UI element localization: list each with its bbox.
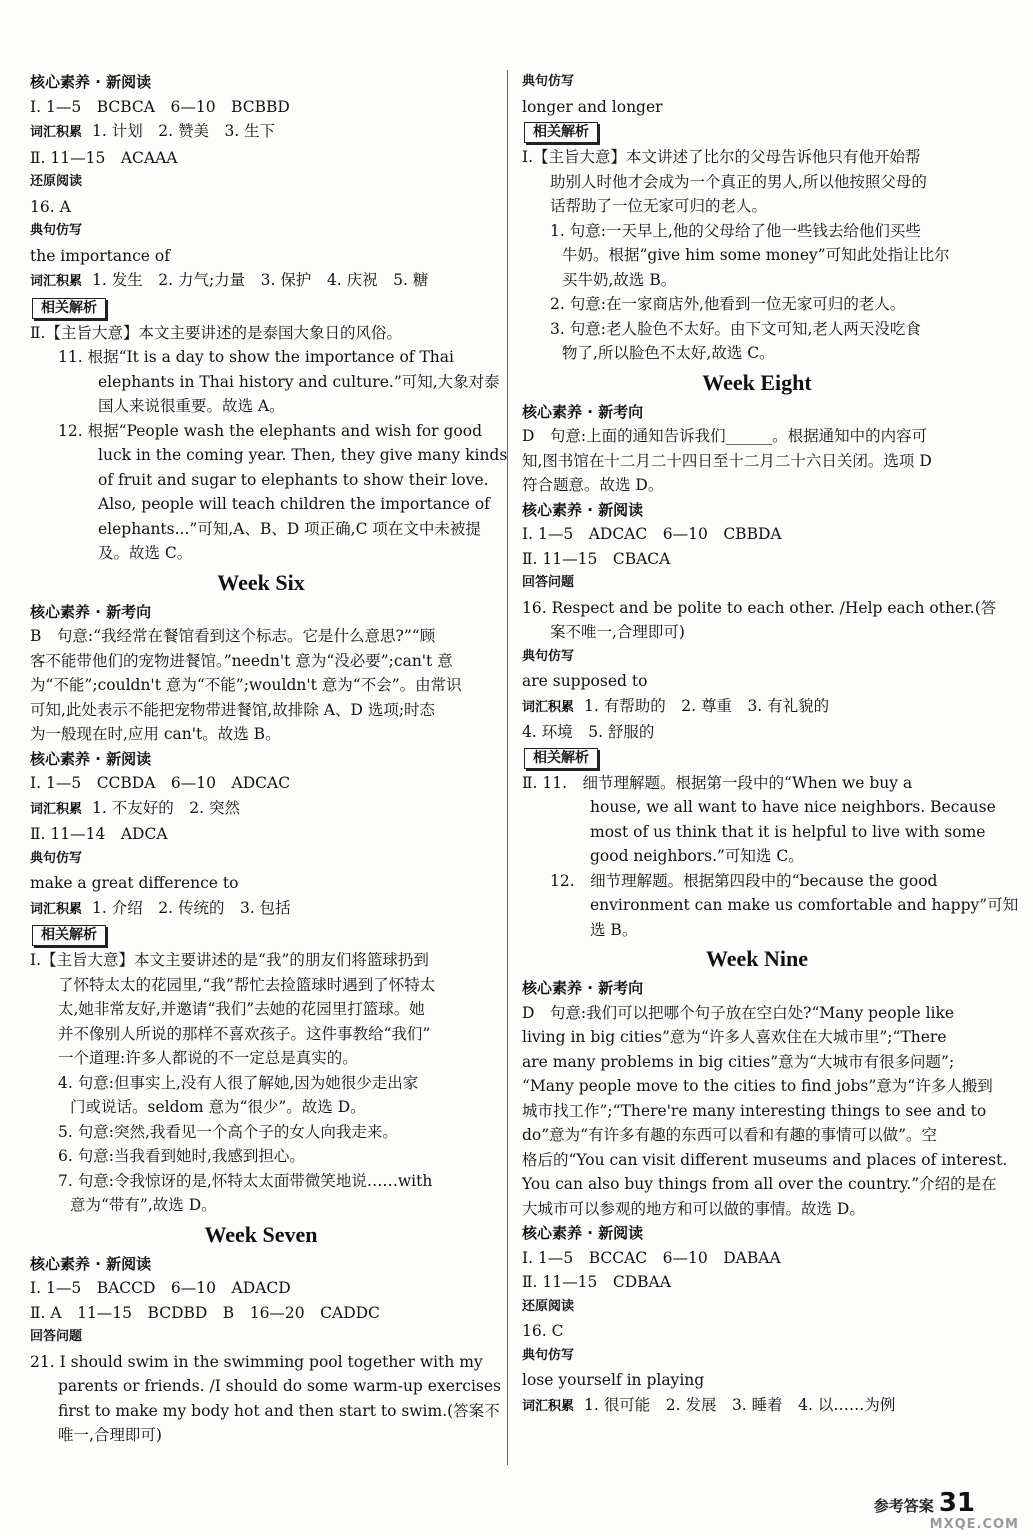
text-line: good neighbors.”可知选 C。: [590, 847, 804, 865]
section-heading: 核心素养 · 新阅读: [522, 500, 644, 519]
vocab-text: 1. 发生 2. 力气;力量 3. 保护 4. 庆祝 5. 糖: [92, 271, 429, 289]
vocab-text: 1. 介绍 2. 传统的 3. 包括: [92, 898, 291, 917]
watermark: MXQE.COM: [929, 1517, 1019, 1532]
week-heading: Week Eight: [702, 369, 812, 395]
text-line: Ⅰ.【主旨大意】本文讲述了比尔的父母告诉他只有他开始帮: [522, 148, 921, 166]
text-line: longer and longer: [522, 97, 663, 116]
text-line: do”意为“有许多有趣的东西可以看和有趣的事情可以做”。空: [522, 1126, 938, 1144]
text-line: 4. 句意:但事实上,没有人很了解她,因为她很少走出家: [58, 1073, 419, 1092]
left-column: [30, 70, 508, 1448]
text-line: elephants in Thai history and culture.”可知,大象对泰: [98, 372, 500, 391]
section-heading: 核心素养 · 新阅读: [30, 73, 152, 91]
text-line: Ⅱ.【主旨大意】本文主要讲述的是泰国大象日的风俗。: [30, 323, 402, 342]
sub-label: 典句仿写: [30, 223, 83, 238]
vocab-label: 词汇积累: [522, 699, 575, 715]
vocab-text: 1. 很可能 2. 发展 3. 睡着 4. 以……为例: [584, 1395, 896, 1414]
text-line: 唯一,合理即可): [58, 1426, 162, 1444]
text-line: B 句意:“我经常在餐馆看到这个标志。它是什么意思?”“顾: [30, 627, 436, 645]
text-line: 符合题意。故选 D。: [522, 476, 664, 494]
text-line: D 句意:上面的通知告诉我们______。根据通知中的内容可: [522, 427, 928, 445]
text-line: 买牛奶,故选 B。: [562, 270, 677, 289]
text-line: Ⅰ. 1—5 BCBCA 6—10 BCBBD: [30, 97, 290, 116]
text-line: 门或说话。seldom 意为“很少”。故选 D。: [70, 1098, 366, 1116]
text-line: 5. 句意:突然,我看见一个高个子的女人向我走来。: [58, 1122, 398, 1141]
text-line: 4. 环境 5. 舒服的: [522, 723, 655, 741]
section-label-box: 相关解析: [524, 748, 598, 769]
page-number-label: 参考答案: [873, 1497, 934, 1515]
text-line: 物了,所以脸色不太好,故选 C。: [562, 344, 775, 362]
text-line: You can also buy things from all over the country.”介绍的是在: [522, 1175, 997, 1193]
sub-label: 还原阅读: [522, 1298, 575, 1314]
text-line: 可知,此处表示不能把宠物带进餐馆,故排除 A、D 选项;时态: [30, 700, 436, 719]
vocab-line: [30, 268, 492, 295]
text-line: house, we all want to have nice neighbors. Because: [590, 798, 996, 816]
text-line: luck in the coming year. Then, they give many kinds: [98, 446, 508, 464]
text-line: D 句意:我们可以把哪个句子放在空白处?“Many people like: [522, 1003, 955, 1022]
text-line: Ⅰ. 1—5 BCCAC 6—10 DABAA: [522, 1248, 781, 1267]
text-line: the importance of: [30, 246, 170, 265]
text-line: 知,图书馆在十二月二十四日至十二月二十六日关闭。选项 D: [522, 451, 932, 470]
text-line: 12. 根据“People wash the elephants and wish for good: [58, 421, 483, 440]
vocab-label: 词汇积累: [522, 1398, 575, 1414]
text-line: are supposed to: [522, 672, 648, 690]
text-line: of fruit and sugar to elephants to show their love.: [98, 470, 489, 489]
text-line: Ⅱ. 11—15 ACAAA: [30, 148, 178, 167]
vocab-line: [522, 694, 992, 721]
column-divider: [507, 70, 508, 1465]
vocab-line: [30, 119, 492, 146]
text-line: parents or friends. /I should do some warm-up exercises: [58, 1377, 501, 1395]
sub-label: 典句仿写: [522, 1347, 575, 1363]
text-line: 助别人时他才会成为一个真正的男人,所以他按照父母的: [550, 172, 927, 191]
text-line: 21. I should swim in the swimming pool together with my: [30, 1352, 483, 1371]
text-line: 7. 句意:令我惊讶的是,怀特太太面带微笑地说……with: [58, 1171, 433, 1190]
vocab-text: 1. 有帮助的 2. 尊重 3. 有礼貌的: [584, 696, 830, 715]
text-line: 案不唯一,合理即可): [550, 623, 685, 641]
text-line: elephants...”可知,A、B、D 项正确,C 项在文中未被提: [98, 519, 481, 538]
section-label-box: 相关解析: [32, 298, 106, 319]
vocab-text: 1. 不友好的 2. 突然: [92, 798, 240, 817]
right-column: [522, 70, 1019, 1419]
section-heading: 核心素养 · 新考向: [522, 402, 644, 421]
text-line: 6. 句意:当我看到她时,我感到担心。: [58, 1147, 305, 1165]
text-line: environment can make us comfortable and happy”可知: [590, 896, 1019, 914]
text-line: “Many people move to the cities to find jobs”意为“许多人搬到: [522, 1077, 993, 1095]
vocab-text: 1. 计划 2. 赞美 3. 生下: [92, 122, 276, 140]
section-label-box: 相关解析: [32, 925, 106, 946]
page-number: 31: [938, 1488, 975, 1518]
text-line: 国人来说很重要。故选 A。: [98, 397, 285, 415]
text-line: 1. 句意:一天早上,他的父母给了他一些钱去给他们买些: [550, 221, 921, 240]
text-line: are many problems in big cities”意为“大城市有很多问题”;: [522, 1052, 955, 1071]
vocab-line: [522, 1393, 992, 1420]
page-number-block: [874, 1488, 975, 1518]
text-line: Ⅱ. 11—14 ADCA: [30, 825, 168, 843]
text-line: 11. 根据“It is a day to show the importance of Thai: [58, 348, 454, 366]
text-line: 牛奶。根据“give him some money”可知此处指让比尔: [562, 246, 950, 264]
text-line: living in big cities”意为“许多人喜欢住在大城市里”;“There: [522, 1028, 947, 1046]
week-heading: Week Seven: [204, 1221, 318, 1247]
section-label-box: 相关解析: [524, 122, 598, 143]
text-line: 3. 句意:老人脸色不太好。由下文可知,老人两天没吃食: [550, 319, 921, 338]
text-line: Also, people will teach children the importance of: [98, 495, 490, 513]
section-heading: 核心素养 · 新阅读: [30, 1254, 152, 1273]
text-line: Ⅰ. 1—5 ADCAC 6—10 CBBDA: [522, 525, 782, 543]
sub-label: 典句仿写: [522, 74, 575, 89]
text-line: 及。故选 C。: [98, 544, 193, 562]
analysis-heading: [522, 119, 992, 145]
text-line: Ⅱ. 11—15 CDBAA: [522, 1273, 671, 1291]
text-line: Ⅱ. 11—15 CBACA: [522, 549, 671, 568]
vocab-line: [30, 796, 492, 823]
sub-label: 典句仿写: [30, 850, 83, 866]
text-line: 并不像别人所说的那样不喜欢孩子。这件事教给“我们”: [58, 1024, 431, 1043]
text-line: 城市找工作”;“There're many interesting things to see and to: [522, 1101, 987, 1120]
text-line: most of us think that it is helpful to live with some: [590, 822, 986, 841]
sub-label: 典句仿写: [522, 648, 575, 664]
text-line: 2. 句意:在一家商店外,他看到一位无家可归的老人。: [550, 295, 906, 313]
vocab-label: 词汇积累: [30, 801, 83, 817]
vocab-label: 词汇积累: [30, 274, 83, 289]
analysis-heading: [30, 922, 492, 948]
week-heading: Week Six: [217, 569, 305, 595]
text-line: 16. C: [522, 1322, 564, 1340]
text-line: lose yourself in playing: [522, 1371, 705, 1389]
text-line: 大城市可以参观的地方和可以做的事情。故选 D。: [522, 1199, 865, 1218]
week-heading: Week Nine: [705, 946, 809, 971]
text-line: 12. 细节理解题。根据第四段中的“because the good: [550, 871, 938, 890]
section-heading: 核心素养 · 新考向: [522, 979, 644, 997]
text-line: 一个道理:许多人都说的不一定总是真实的。: [58, 1049, 358, 1067]
text-line: 意为“带有”,故选 D。: [70, 1196, 217, 1214]
analysis-heading: [522, 745, 992, 771]
text-line: 客不能带他们的宠物进餐馆。”needn't 意为“没必要”;can't 意: [30, 651, 453, 670]
sub-label: 回答问题: [522, 575, 575, 590]
section-heading: 核心素养 · 新阅读: [30, 749, 152, 768]
text-line: first to make my body hot and then start to swim.(答案不: [58, 1401, 500, 1420]
text-line: 为“不能”;couldn't 意为“不能”;wouldn't 意为“不会”。由常识: [30, 676, 462, 694]
text-line: Ⅱ. A 11—15 BCDBD B 16—20 CADDC: [30, 1303, 380, 1322]
text-line: Ⅰ.【主旨大意】本文主要讲述的是“我”的朋友们将篮球扔到: [30, 951, 429, 969]
vocab-label: 词汇积累: [30, 125, 83, 140]
section-heading: 核心素养 · 新考向: [30, 602, 152, 621]
text-line: 格后的“You can visit different museums and places of interest.: [522, 1150, 1008, 1169]
text-line: 太,她非常友好,并邀请“我们”去她的花园里打篮球。她: [58, 1000, 425, 1018]
text-line: Ⅰ. 1—5 BACCD 6—10 ADACD: [30, 1279, 291, 1297]
text-line: 了怀特太太的花园里,“我”帮忙去捡篮球时遇到了怀特太: [58, 975, 436, 994]
text-line: 16. Respect and be polite to each other. /Help each other.(答: [522, 598, 997, 617]
sub-label: 回答问题: [30, 1329, 83, 1344]
vocab-line: [30, 896, 492, 923]
section-heading: 核心素养 · 新阅读: [522, 1224, 644, 1242]
analysis-heading: [30, 295, 492, 321]
text-line: 16. A: [30, 197, 71, 216]
text-line: Ⅱ. 11. 细节理解题。根据第一段中的“When we buy a: [522, 773, 913, 792]
text-line: 选 B。: [590, 920, 638, 939]
text-line: 为一般现在时,应用 can't。故选 B。: [30, 725, 281, 743]
vocab-label: 词汇积累: [30, 901, 83, 917]
text-line: make a great difference to: [30, 874, 239, 892]
sub-label: 还原阅读: [30, 174, 83, 189]
text-line: Ⅰ. 1—5 CCBDA 6—10 ADCAC: [30, 774, 291, 792]
text-line: 话帮助了一位无家可归的老人。: [550, 197, 768, 215]
